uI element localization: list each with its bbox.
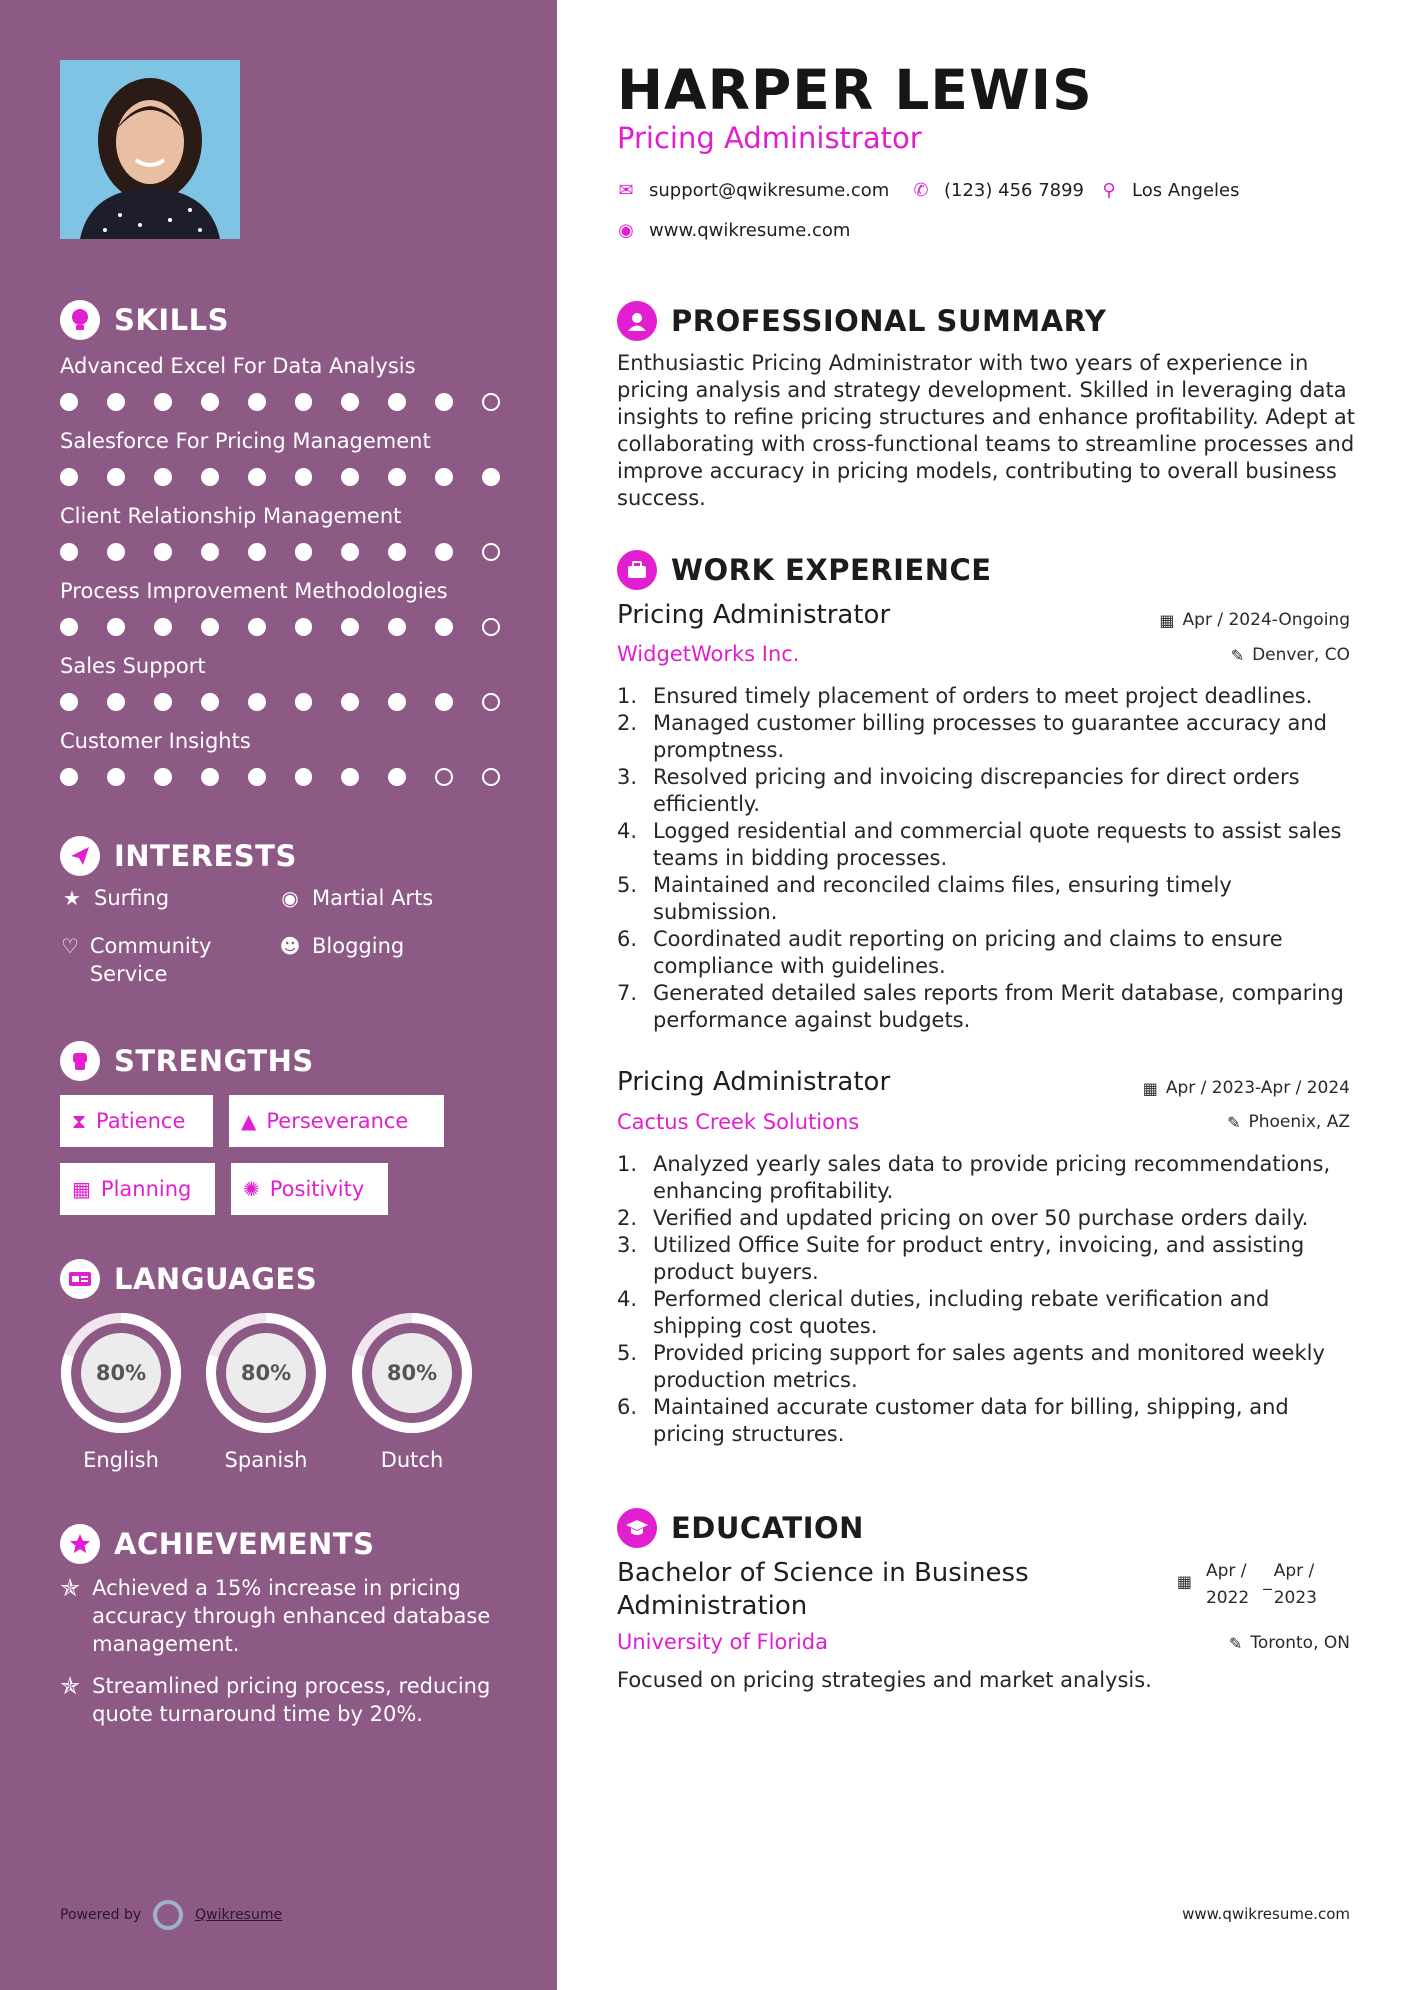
rating-dot — [482, 468, 500, 486]
rating-dot — [388, 618, 406, 636]
award-star-icon — [60, 1524, 100, 1564]
rating-dot — [248, 468, 266, 486]
language-item — [58, 1310, 184, 1472]
rating-dot — [107, 693, 125, 711]
skill-item — [60, 651, 500, 711]
strength-chip: ⧗ Patience — [60, 1095, 213, 1147]
interests-title: INTERESTS — [114, 839, 297, 873]
language-card-icon — [60, 1259, 100, 1299]
skill-item — [60, 426, 500, 486]
qwikresume-logo-icon — [153, 1900, 183, 1930]
rating-dot — [482, 693, 500, 711]
skill-name: Customer Insights — [60, 729, 251, 753]
interest-item: ★ Surfing — [60, 884, 169, 912]
language-name: Spanish — [224, 1448, 308, 1472]
education-title: EDUCATION — [671, 1511, 864, 1545]
rating-dot — [388, 543, 406, 561]
globe-icon: ◉ — [618, 220, 634, 241]
calendar-icon: ▦ — [1159, 610, 1175, 630]
rating-dot — [388, 393, 406, 411]
job-title: Pricing Administrator — [617, 600, 891, 630]
education-dates: ▦ Apr / 2022 _ Apr / 2023 — [1176, 1561, 1317, 1608]
rating-dot — [60, 693, 78, 711]
job-location: ✎ Phoenix, AZ — [1227, 1112, 1350, 1132]
rating-dot — [60, 543, 78, 561]
job-bullet: 7. Generated detailed sales reports from Merit database, comparing performance against budgets. — [635, 980, 1360, 1034]
skill-item — [60, 501, 500, 561]
shooting-star-icon: ✯ — [60, 1574, 81, 1602]
strengths-heading — [60, 1041, 314, 1081]
star-icon: ★ — [63, 886, 81, 910]
rating-dot — [388, 768, 406, 786]
pushpin-icon: ✎ — [1228, 1633, 1243, 1653]
rating-dot — [201, 618, 219, 636]
strength-chip: ✺ Positivity — [231, 1163, 388, 1215]
rating-dot — [154, 618, 172, 636]
rating-dot — [482, 543, 500, 561]
calendar-icon: ▦ — [72, 1177, 91, 1201]
rating-dot — [248, 618, 266, 636]
lightbulb-icon — [60, 300, 100, 340]
summary-heading — [617, 301, 1106, 341]
job-bullet: 4. Performed clerical duties, including rebate verification and shipping cost quotes. — [635, 1286, 1360, 1340]
hourglass-icon: ⧗ — [72, 1109, 87, 1133]
rating-dot — [482, 618, 500, 636]
website-contact[interactable]: ◉ www.qwikresume.com — [618, 220, 851, 241]
rating-dot — [248, 693, 266, 711]
school-name: University of Florida — [617, 1630, 828, 1654]
briefcase-icon — [617, 550, 657, 590]
job-bullet: 6. Maintained accurate customer data for billing, shipping, and pricing structures. — [635, 1394, 1360, 1448]
rating-dot — [341, 618, 359, 636]
skills-heading — [60, 300, 229, 340]
skill-name: Salesforce For Pricing Management — [60, 429, 431, 453]
sun-icon: ✺ — [243, 1177, 260, 1201]
rating-dot — [154, 768, 172, 786]
paper-plane-icon — [60, 836, 100, 876]
education-heading — [617, 1508, 864, 1548]
skill-rating — [60, 468, 500, 486]
candidate-role: Pricing Administrator — [617, 121, 922, 155]
users-icon: ☻ — [279, 934, 301, 958]
rating-dot — [435, 393, 453, 411]
job-bullet: 3. Resolved pricing and invoicing discrepancies for direct orders efficiently. — [635, 764, 1360, 818]
rating-dot — [295, 768, 313, 786]
phone-icon: ✆ — [913, 180, 929, 201]
rating-dot — [295, 693, 313, 711]
calendar-icon: ▦ — [1142, 1078, 1158, 1098]
job-dates: ▦ Apr / 2024-Ongoing — [1159, 610, 1350, 630]
fist-icon — [60, 1041, 100, 1081]
language-percent: 80% — [386, 1361, 438, 1385]
pushpin-icon: ✎ — [1230, 645, 1245, 665]
rating-dot — [201, 393, 219, 411]
rating-dot — [295, 393, 313, 411]
interests-heading — [60, 836, 297, 876]
rating-dot — [201, 543, 219, 561]
rating-dot — [341, 693, 359, 711]
strength-chip: ▲ Perseverance — [229, 1095, 444, 1147]
rating-dot — [60, 393, 78, 411]
skill-rating — [60, 543, 500, 561]
interest-item: ◉ Martial Arts — [278, 884, 433, 912]
experience-heading — [617, 550, 992, 590]
qwikresume-link[interactable]: Qwikresume — [195, 1907, 283, 1923]
pushpin-icon: ✎ — [1227, 1112, 1241, 1132]
job-bullet: 5. Maintained and reconciled claims files, ensuring timely submission. — [635, 872, 1360, 926]
skill-name: Client Relationship Management — [60, 504, 402, 528]
rating-dot — [435, 618, 453, 636]
rating-dot — [482, 393, 500, 411]
rating-dot — [60, 618, 78, 636]
rating-dot — [107, 543, 125, 561]
job-bullet: 2. Managed customer billing processes to guarantee accuracy and promptness. — [635, 710, 1360, 764]
skill-item — [60, 576, 500, 636]
rating-dot — [295, 618, 313, 636]
rating-dot — [201, 468, 219, 486]
email-contact[interactable]: ✉ support@qwikresume.com — [618, 180, 890, 201]
skill-rating — [60, 768, 500, 786]
globe-icon: ◉ — [281, 886, 299, 910]
skill-name: Sales Support — [60, 654, 206, 678]
rating-dot — [248, 393, 266, 411]
rating-dot — [154, 543, 172, 561]
job-bullet: 5. Provided pricing support for sales agents and monitored weekly production metrics. — [635, 1340, 1360, 1394]
language-progress-ring — [203, 1310, 329, 1436]
rating-dot — [435, 468, 453, 486]
language-item — [203, 1310, 329, 1472]
language-name: English — [83, 1448, 159, 1472]
job-bullet: 6. Coordinated audit reporting on pricing and claims to ensure compliance with guidelines. — [635, 926, 1360, 980]
language-item — [349, 1310, 475, 1472]
job-bullet: 2. Verified and updated pricing on over 50 purchase orders daily. — [635, 1205, 1360, 1232]
rating-dot — [435, 693, 453, 711]
phone-contact[interactable]: ✆ (123) 456 7899 — [913, 180, 1085, 201]
rating-dot — [341, 393, 359, 411]
rating-dot — [388, 693, 406, 711]
rating-dot — [248, 768, 266, 786]
rating-dot — [107, 468, 125, 486]
rating-dot — [248, 543, 266, 561]
rating-dot — [388, 468, 406, 486]
summary-title: PROFESSIONAL SUMMARY — [671, 304, 1107, 338]
rating-dot — [107, 393, 125, 411]
school-location: ✎ Toronto, ON — [1228, 1633, 1350, 1653]
education-description: Focused on pricing strategies and market analysis. — [617, 1668, 1152, 1692]
rating-dot — [295, 543, 313, 561]
achievement-item: ✯ Achieved a 15% increase in pricing accuracy through enhanced database management. — [60, 1574, 491, 1656]
experience-title: WORK EXPERIENCE — [671, 553, 992, 587]
envelope-icon: ✉ — [618, 180, 634, 201]
calendar-icon: ▦ — [1176, 1572, 1192, 1591]
job-company: WidgetWorks Inc. — [617, 642, 800, 666]
profile-photo — [60, 60, 240, 239]
skills-title: SKILLS — [114, 303, 229, 337]
languages-heading — [60, 1259, 317, 1299]
badge-icon: ♡ — [60, 934, 79, 958]
interest-item: ☻ Blogging — [279, 934, 405, 958]
rating-dot — [341, 468, 359, 486]
map-pin-icon: ⚲ — [1102, 180, 1116, 201]
job-bullet: 3. Utilized Office Suite for product entry, invoicing, and assisting product buyers. — [635, 1232, 1360, 1286]
strength-chip: ▦ Planning — [60, 1163, 215, 1215]
language-progress-ring — [58, 1310, 184, 1436]
graduation-cap-icon — [617, 1508, 657, 1548]
rating-dot — [154, 393, 172, 411]
language-name: Dutch — [380, 1448, 444, 1472]
job-location: ✎ Denver, CO — [1230, 645, 1350, 665]
rating-dot — [435, 543, 453, 561]
location-contact: ⚲ Los Angeles — [1100, 180, 1240, 201]
achievements-heading — [60, 1524, 374, 1564]
job-dates: ▦ Apr / 2023-Apr / 2024 — [1142, 1078, 1350, 1098]
road-icon: ▲ — [241, 1109, 257, 1133]
language-percent: 80% — [95, 1361, 147, 1385]
interest-item: ♡ Community Service — [60, 934, 212, 986]
skill-item — [60, 726, 500, 786]
skill-name: Advanced Excel For Data Analysis — [60, 354, 416, 378]
rating-dot — [341, 543, 359, 561]
rating-dot — [201, 693, 219, 711]
achievement-item: ✯ Streamlined pricing process, reducing quote turnaround time by 20%. — [60, 1672, 491, 1726]
rating-dot — [60, 768, 78, 786]
skill-rating — [60, 393, 500, 411]
degree-title: Bachelor of Science in Business Administration — [617, 1558, 1029, 1621]
rating-dot — [295, 468, 313, 486]
rating-dot — [60, 468, 78, 486]
user-icon — [617, 301, 657, 341]
rating-dot — [435, 768, 453, 786]
strengths-title: STRENGTHS — [114, 1044, 314, 1078]
rating-dot — [341, 768, 359, 786]
main-content — [557, 0, 1407, 1990]
sidebar — [0, 0, 557, 1990]
rating-dot — [154, 693, 172, 711]
rating-dot — [154, 468, 172, 486]
skill-name: Process Improvement Methodologies — [60, 579, 448, 603]
language-percent: 80% — [240, 1361, 292, 1385]
rating-dot — [482, 768, 500, 786]
job-bullets — [635, 1151, 1360, 1448]
skill-rating — [60, 618, 500, 636]
job-company: Cactus Creek Solutions — [617, 1110, 860, 1134]
footer-website[interactable]: www.qwikresume.com — [1182, 1905, 1350, 1923]
job-title: Pricing Administrator — [617, 1067, 891, 1097]
rating-dot — [201, 768, 219, 786]
job-bullet: 4. Logged residential and commercial quote requests to assist sales teams in bidding processes. — [635, 818, 1360, 872]
shooting-star-icon: ✯ — [60, 1672, 81, 1700]
rating-dot — [107, 768, 125, 786]
skill-item — [60, 351, 500, 411]
powered-by: Powered by Qwikresume — [60, 1900, 282, 1930]
languages-title: LANGUAGES — [114, 1262, 318, 1296]
summary-text: Enthusiastic Pricing Administrator with two years of experience in pricing analysis and strategy development. Skilled in leveraging data insights to refine pricing structures and enhance profitability. Adept at collaborating with cross-functional teams to streamline processes and improve accuracy in pricing models, contributing to overall business success. — [617, 351, 1355, 510]
skill-rating — [60, 693, 500, 711]
rating-dot — [107, 618, 125, 636]
job-bullet: 1. Analyzed yearly sales data to provide pricing recommendations, enhancing profitability. — [635, 1151, 1360, 1205]
language-progress-ring — [349, 1310, 475, 1436]
job-bullet: 1. Ensured timely placement of orders to meet project deadlines. — [635, 683, 1360, 710]
candidate-name: HARPER LEWIS — [617, 58, 1093, 122]
job-bullets — [635, 683, 1360, 1034]
achievements-title: ACHIEVEMENTS — [114, 1527, 375, 1561]
